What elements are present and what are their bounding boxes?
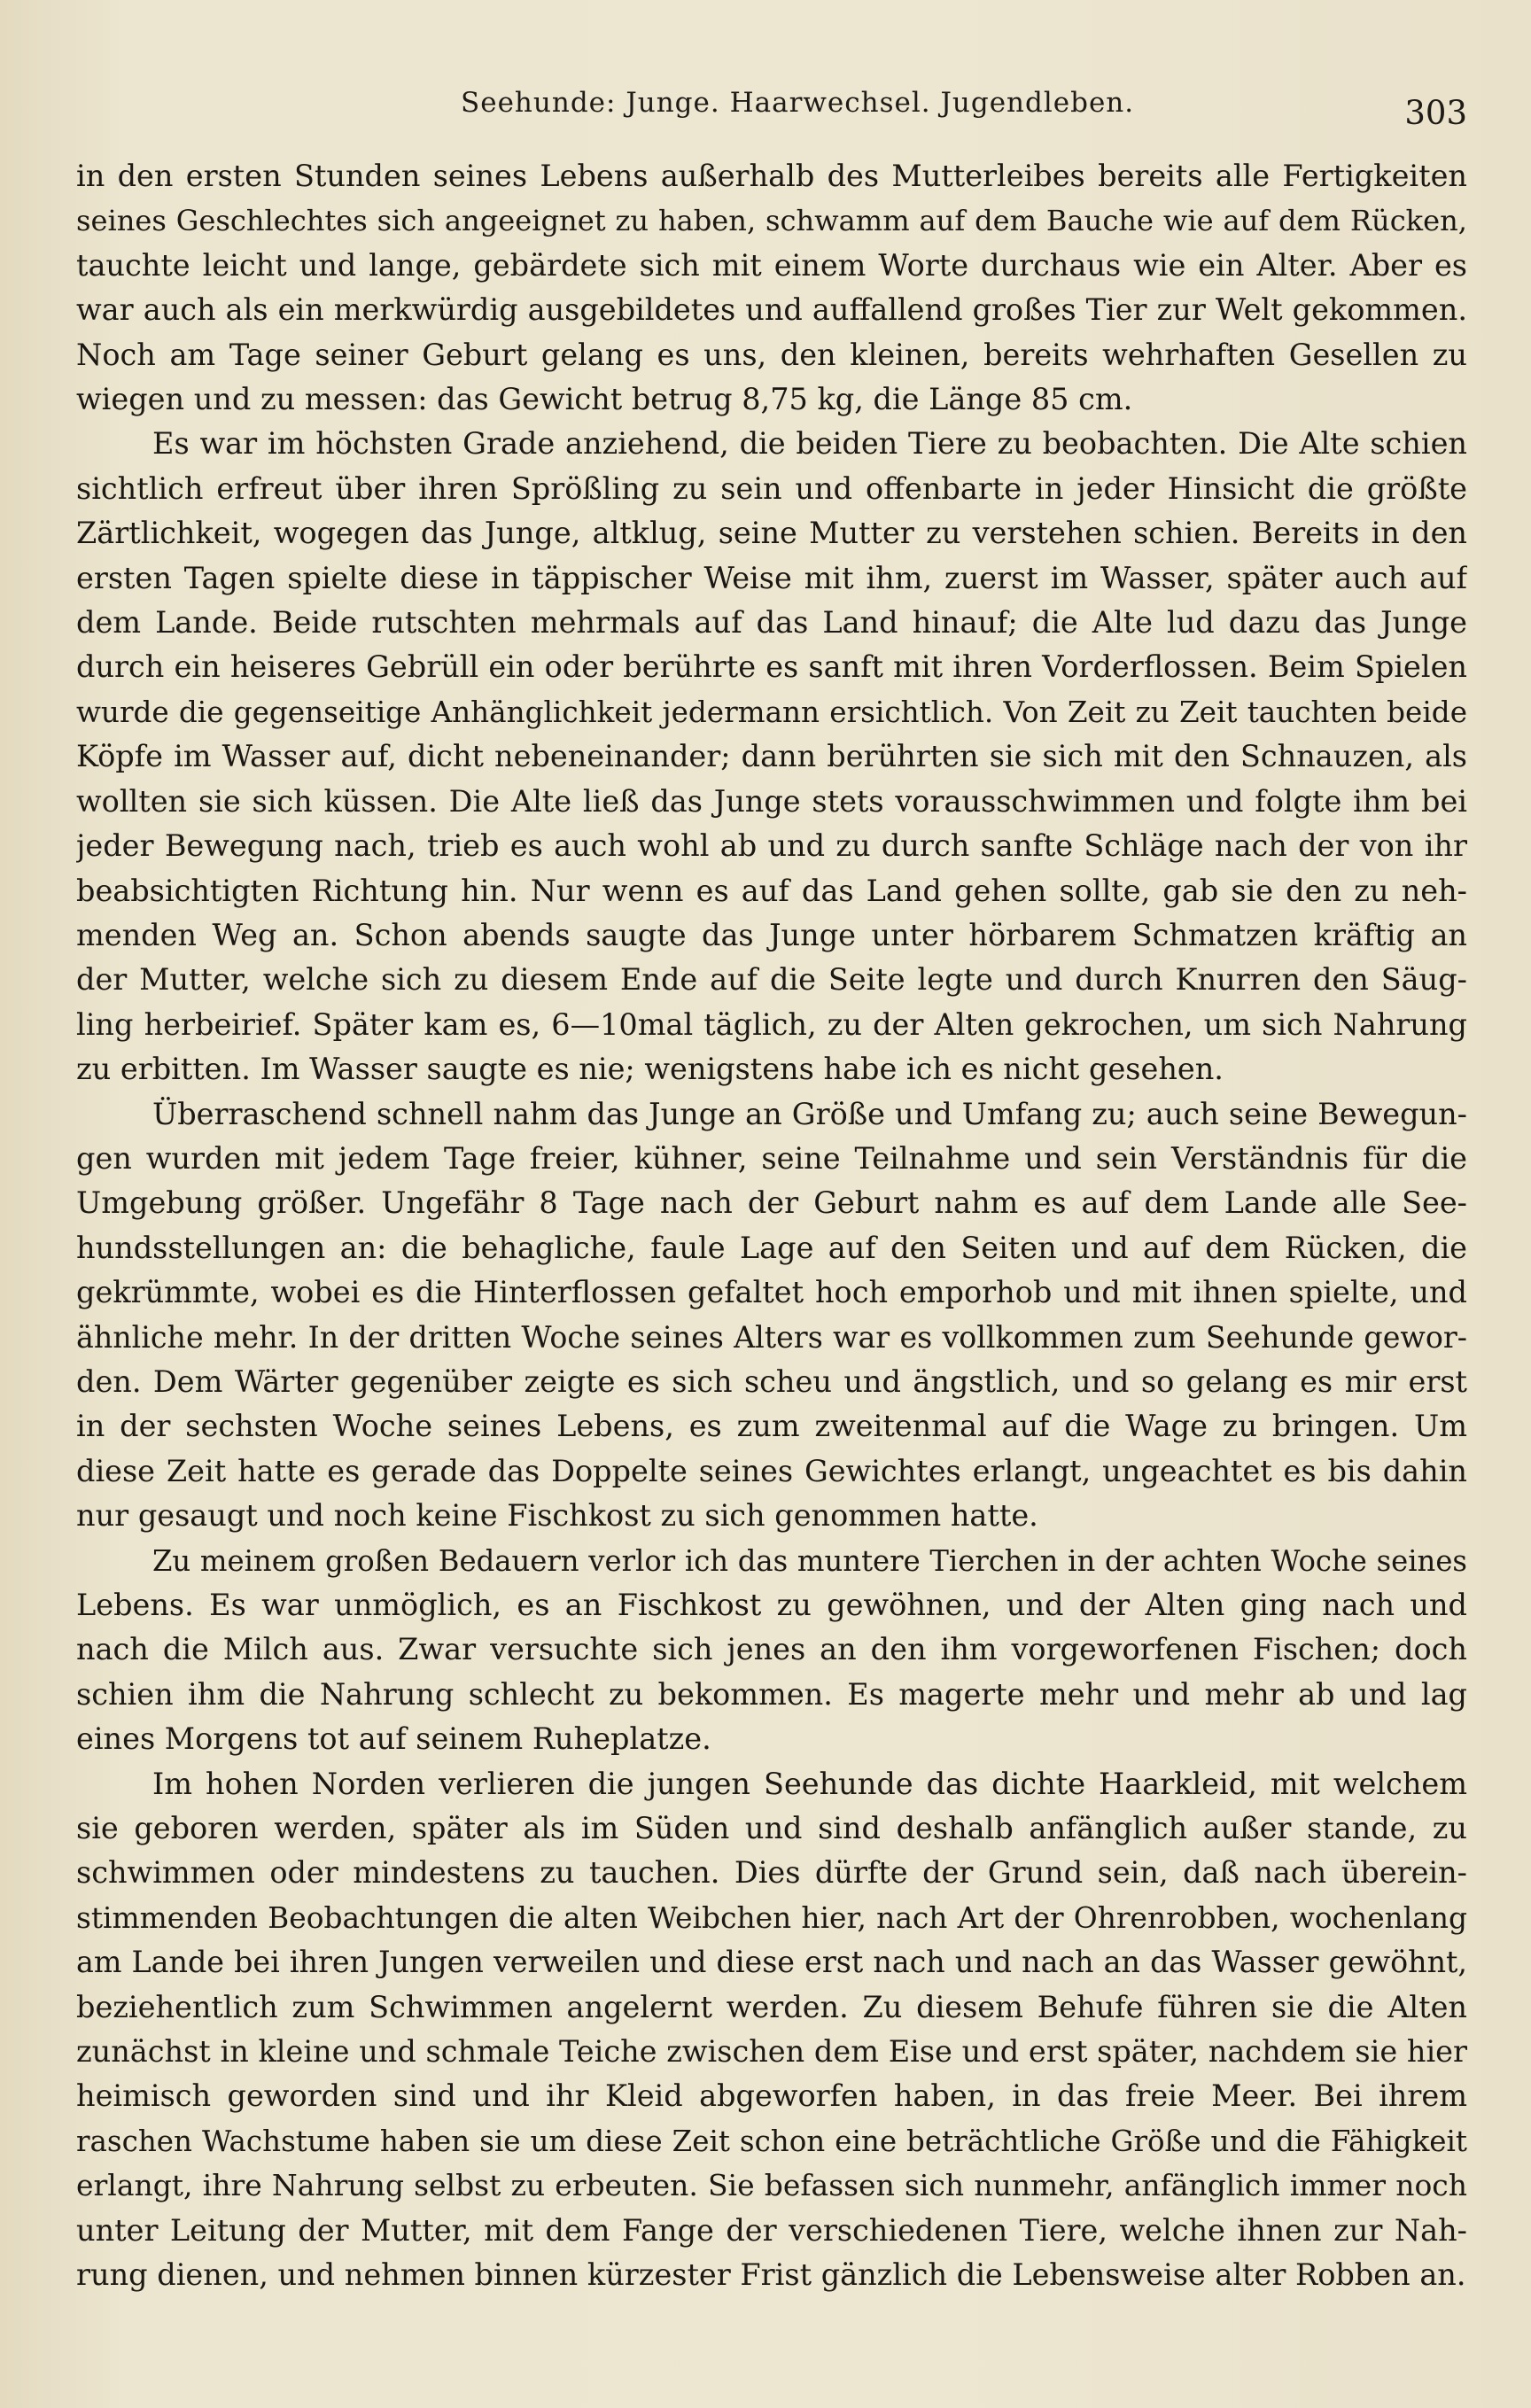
text-line: schien ihm die Nahrung schlecht zu bekommen. Es magerte mehr und mehr ab und lag	[76, 1676, 1467, 1712]
text-line: ähnliche mehr. In der dritten Woche seines Alters war es vollkommen zum Seehunde gewor-	[76, 1319, 1467, 1355]
text-line: stimmenden Beobachtungen die alten Weibchen hier, nach Art der Ohrenrobben, wochenlang	[76, 1900, 1467, 1935]
text-line: erlangt, ihre Nahrung selbst zu erbeuten. Sie befassen sich nunmehr, anfänglich immer noch	[76, 2168, 1467, 2203]
text-line: zu erbitten. Im Wasser saugte es nie; wenigstens habe ich es nicht gesehen.	[76, 1052, 1224, 1087]
text-line: unter Leitung der Mutter, mit dem Fange der verschiedenen Tiere, welche ihnen zur Nah-	[76, 2212, 1467, 2248]
text-line: Es war im höchsten Grade anziehend, die beiden Tiere zu beobachten. Die Alte schien	[152, 426, 1467, 462]
text-line: ling herbeirief. Später kam es, 6—10mal täglich, zu der Alten gekrochen, um sich Nahrung	[76, 1006, 1467, 1042]
page-number: 303	[1404, 94, 1467, 132]
text-line: am Lande bei ihren Jungen verweilen und diese erst nach und nach an das Wasser gewöhnt,	[76, 1945, 1467, 1980]
text-line: durch ein heiseres Gebrüll ein oder berührte es sanft mit ihren Vorderflossen. Beim Spielen	[76, 649, 1467, 685]
paragraph	[76, 1539, 1467, 1762]
text-line: Im hohen Norden verlieren die jungen Seehunde das dichte Haarkleid, mit welchem	[152, 1766, 1467, 1801]
text-line: beziehentlich zum Schwimmen angelernt werden. Zu diesem Behufe führen sie die Alten	[76, 1989, 1467, 2024]
text-line: seines Geschlechtes sich angeeignet zu haben, schwamm auf dem Bauche wie auf dem Rücken,	[76, 204, 1467, 238]
text-line: der Mutter, welche sich zu diesem Ende auf die Seite legte und durch Knurren den Säug-	[76, 962, 1467, 998]
text-line: nach die Milch aus. Zwar versuchte sich jenes an den ihm vorgeworfenen Fischen; doch	[76, 1632, 1467, 1667]
text-line: tauchte leicht und lange, gebärdete sich mit einem Worte durchaus wie ein Alter. Aber es	[76, 247, 1467, 283]
text-line: eines Morgens tot auf seinem Ruheplatze.	[76, 1721, 711, 1757]
text-line: wurde die gegenseitige Anhänglichkeit jedermann ersichtlich. Von Zeit zu Zeit tauchten beide	[76, 695, 1467, 729]
text-line: heimisch geworden sind und ihr Kleid abgeworfen haben, in das freie Meer. Bei ihrem	[76, 2078, 1467, 2114]
text-line: gekrümmte, wobei es die Hinterflossen gefaltet hoch emporhob und mit ihnen spielte, und	[76, 1275, 1467, 1310]
text-line: nur gesaugt und noch keine Fischkost zu sich genommen hatte.	[76, 1498, 1038, 1534]
text-line: zunächst in kleine und schmale Teiche zwischen dem Eise und erst später, nachdem sie hier	[76, 2034, 1467, 2070]
text-line: in den ersten Stunden seines Lebens außerhalb des Mutterleibes bereits alle Fertigkeiten	[76, 159, 1467, 193]
paragraph	[76, 154, 1467, 422]
paragraph	[76, 422, 1467, 1091]
running-title: Seehunde: Junge. Haarwechsel. Jugendleben.	[461, 87, 1135, 119]
text-line: hundsstellungen an: die behagliche, faule Lage auf den Seiten und auf dem Rücken, die	[76, 1230, 1467, 1265]
text-line: gen wurden mit jedem Tage freier, kühner, seine Teilnahme und sein Verständnis für die	[76, 1140, 1467, 1176]
text-line: sie geboren werden, später als im Süden und sind deshalb anfänglich außer stande, zu	[76, 1811, 1467, 1846]
text-line: Zärtlichkeit, wogegen das Junge, altklug, seine Mutter zu verstehen schien. Bereits in den	[76, 516, 1467, 551]
body-text	[76, 154, 1467, 2369]
text-line: menden Weg an. Schon abends saugte das Junge unter hörbarem Schmatzen kräftig an	[76, 917, 1467, 952]
text-line: sichtlich erfreut über ihren Sprößling zu sein und offenbarte in jeder Hinsicht die größte	[76, 470, 1467, 506]
text-line: in der sechsten Woche seines Lebens, es zum zweitenmal auf die Wage zu bringen. Um	[76, 1409, 1467, 1444]
text-line: Lebens. Es war unmöglich, es an Fischkost zu gewöhnen, und der Alten ging nach und	[76, 1588, 1467, 1622]
text-line: Noch am Tage seiner Geburt gelang es uns, den kleinen, bereits wehrhaften Gesellen zu	[76, 337, 1467, 372]
text-line: Überraschend schnell nahm das Junge an Größe und Umfang zu; auch seine Bewegun-	[152, 1096, 1467, 1131]
text-line: den. Dem Wärter gegenüber zeigte es sich scheu und ängstlich, und so gelang es mir erst	[76, 1363, 1467, 1399]
text-line: rung dienen, und nehmen binnen kürzester Frist gänzlich die Lebensweise alter Robben an.	[76, 2257, 1466, 2293]
text-line: schwimmen oder mindestens zu tauchen. Dies dürfte der Grund sein, daß nach überein-	[76, 1855, 1467, 1891]
text-line: dem Lande. Beide rutschten mehrmals auf das Land hinauf; die Alte lud dazu das Junge	[76, 605, 1467, 641]
text-line: Köpfe im Wasser auf, dicht nebeneinander; dann berührten sie sich mit den Schnauzen, als	[76, 739, 1467, 774]
text-line: beabsichtigten Richtung hin. Nur wenn es auf das Land gehen sollte, gab sie den zu neh-	[76, 873, 1467, 908]
text-line: Umgebung größer. Ungefähr 8 Tage nach der Geburt nahm es auf dem Lande alle See-	[76, 1185, 1467, 1221]
text-line: jeder Bewegung nach, trieb es auch wohl ab und zu durch sanfte Schläge nach der von ihr	[76, 828, 1467, 864]
text-line: wiegen und zu messen: das Gewicht betrug 8,75 kg, die Länge 85 cm.	[76, 382, 1133, 417]
text-line: ersten Tagen spielte diese in täppischer Weise mit ihm, zuerst im Wasser, später auch auf	[76, 560, 1467, 595]
text-line: diese Zeit hatte es gerade das Doppelte seines Gewichtes erlangt, ungeachtet es bis dahin	[76, 1453, 1467, 1488]
text-line: wollten sie sich küssen. Die Alte ließ das Junge stets vorausschwimmen und folgte ihm bei	[76, 783, 1467, 819]
paragraph	[76, 1762, 1467, 2298]
running-header	[0, 87, 1531, 140]
paragraph	[76, 1092, 1467, 1539]
text-line: raschen Wachstume haben sie um diese Zeit schon eine beträchtliche Größe und die Fähigkeit	[76, 2124, 1467, 2158]
text-line: war auch als ein merkwürdig ausgebildetes und auffallend großes Tier zur Welt gekommen.	[76, 292, 1467, 328]
text-line: Zu meinem großen Bedauern verlor ich das muntere Tierchen in der achten Woche seines	[152, 1543, 1467, 1578]
